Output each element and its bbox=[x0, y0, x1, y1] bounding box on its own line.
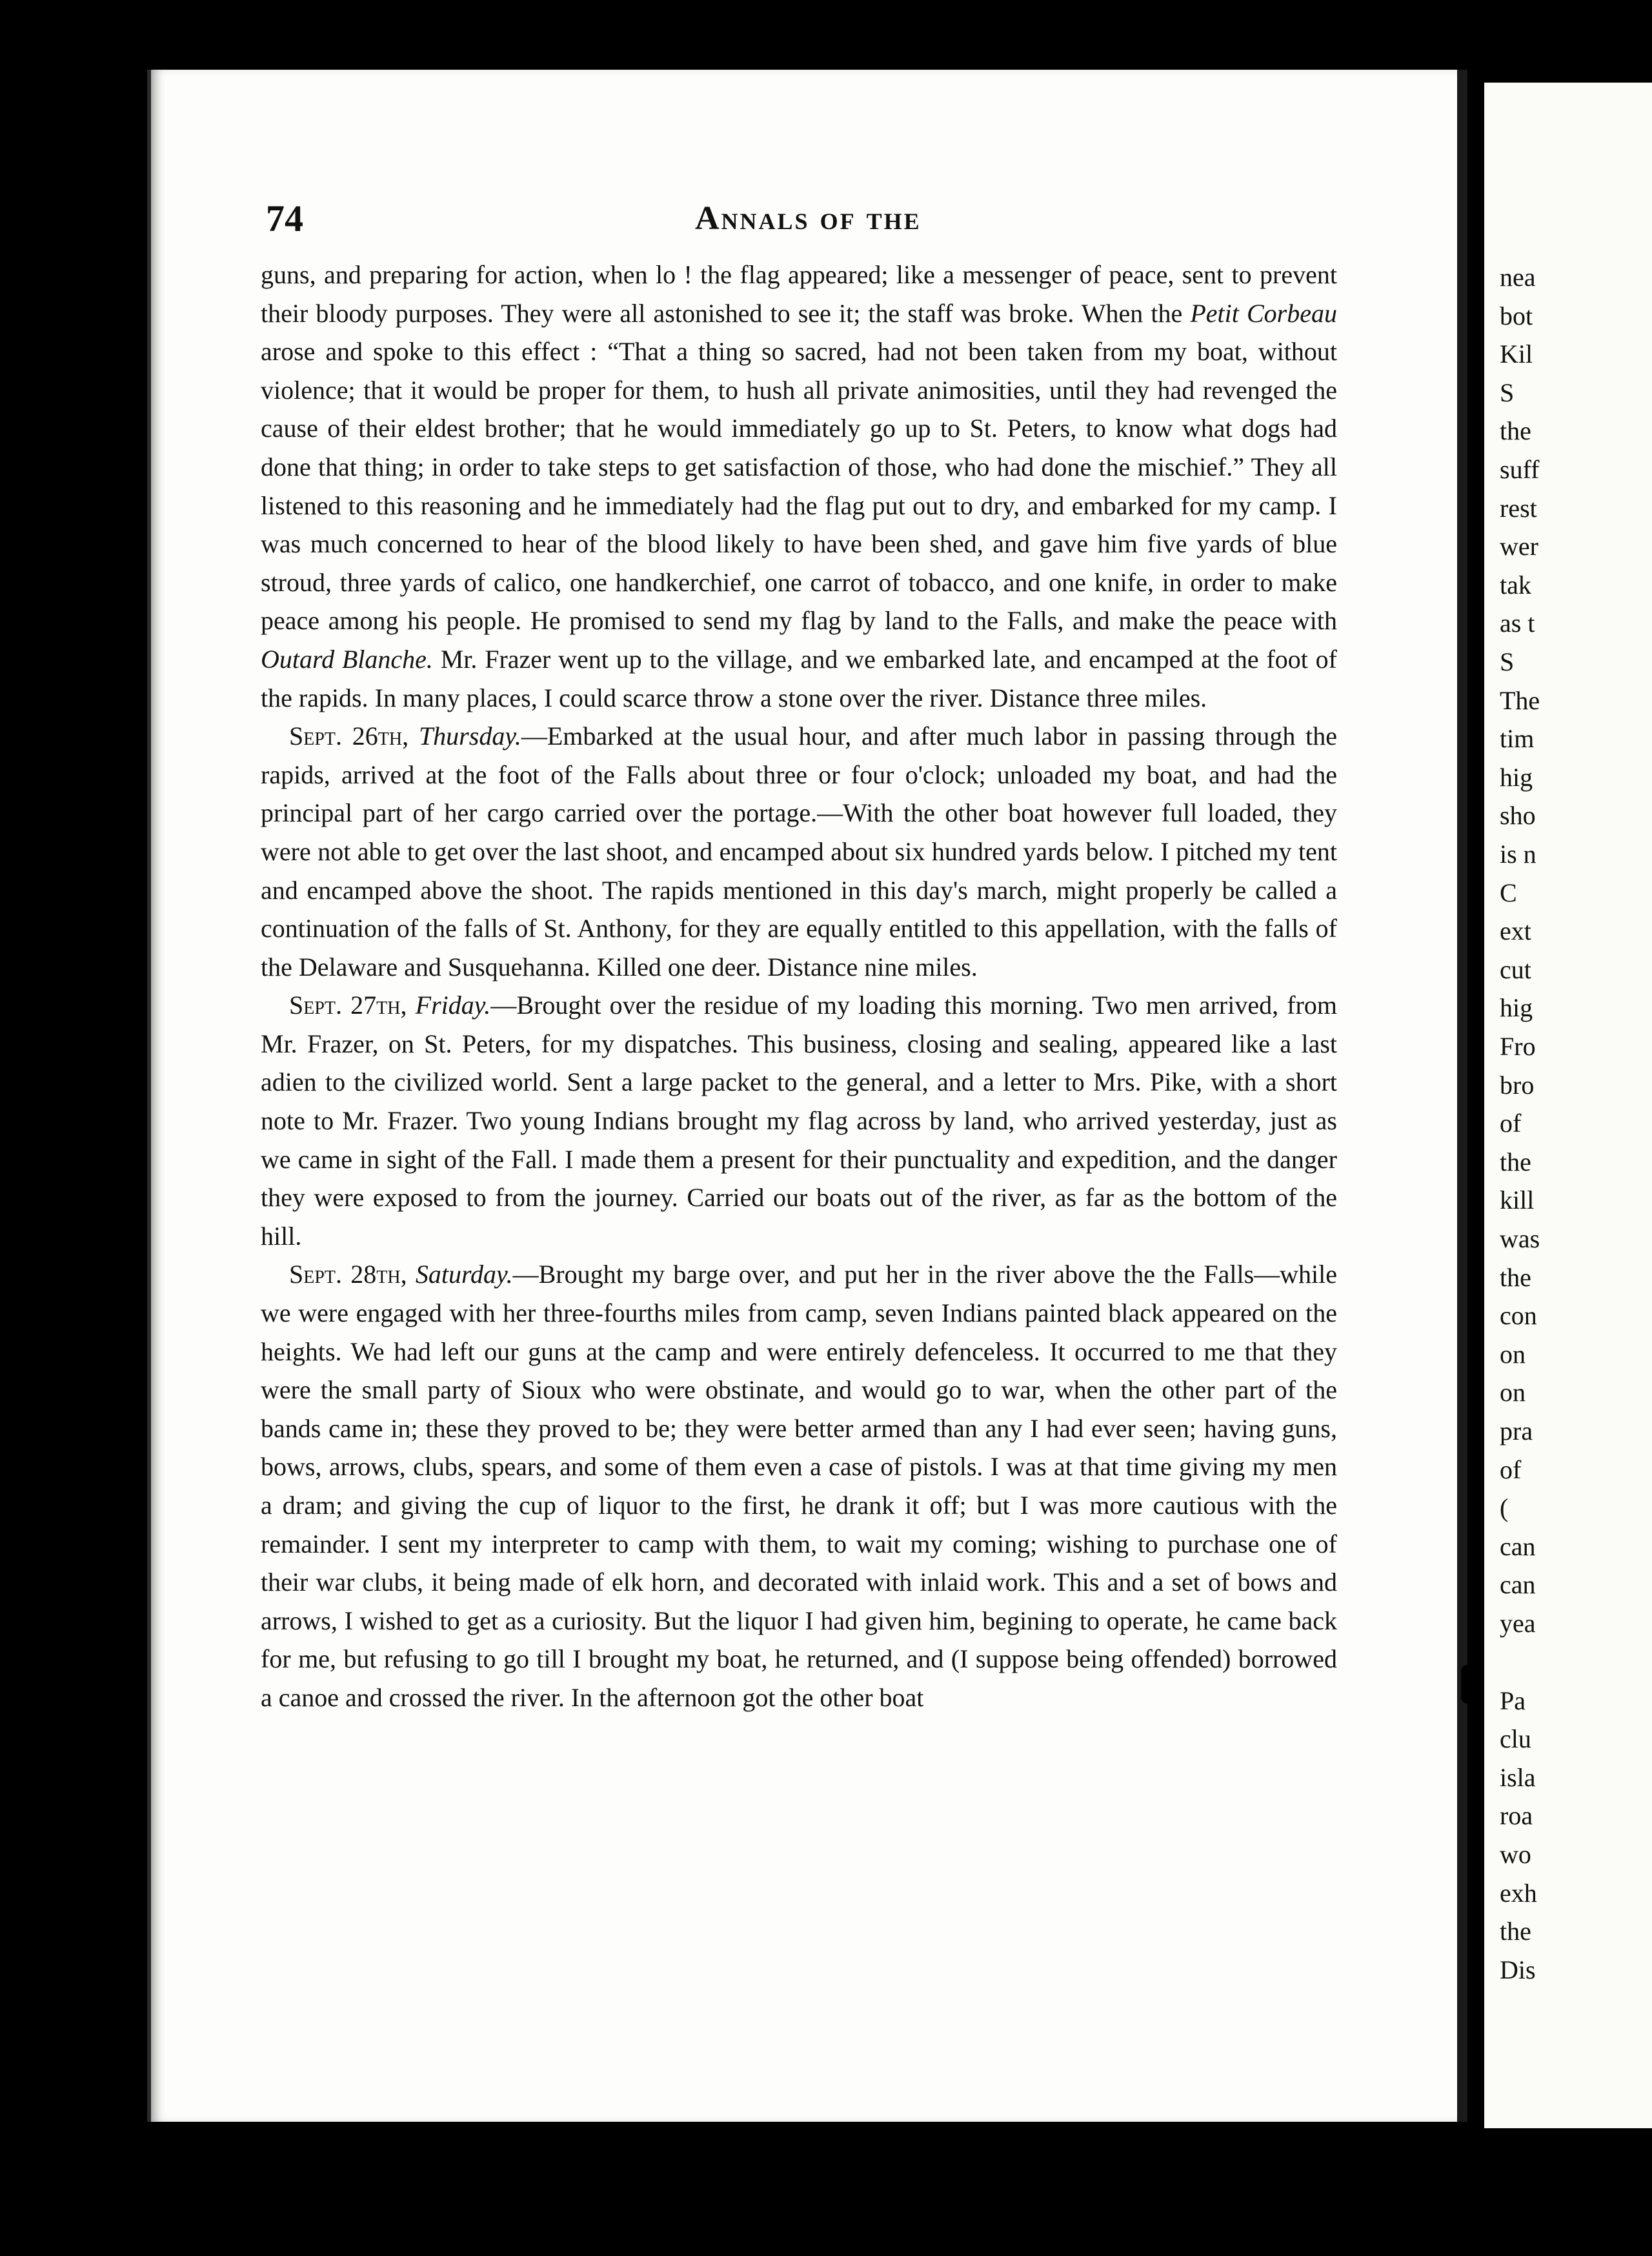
entry-day: Thursday. bbox=[418, 721, 521, 751]
adjacent-page-text-fragment: wer bbox=[1500, 532, 1538, 561]
adjacent-page-text-fragment: Fro bbox=[1500, 1032, 1536, 1061]
entry-day: Friday. bbox=[415, 991, 491, 1020]
body-text bbox=[261, 256, 1337, 1717]
adjacent-page-text-fragment: on bbox=[1500, 1378, 1526, 1407]
text-run: guns, and preparing for action, when lo ! the flag appeared; like a messenger of peace, sent to prevent their bloody purposes. They were all astonished to see it; the staff was broke. When the bbox=[261, 260, 1337, 328]
adjacent-page-text-fragment: ext bbox=[1500, 916, 1531, 946]
adjacent-page-text-fragment: wo bbox=[1500, 1840, 1531, 1869]
entry-day: Saturday. bbox=[415, 1260, 513, 1289]
adjacent-page-text-fragment: sho bbox=[1500, 801, 1536, 831]
page-number: 74 bbox=[266, 197, 303, 239]
adjacent-page-text-fragment: Pa bbox=[1500, 1686, 1526, 1715]
adjacent-page-text-fragment: bot bbox=[1500, 301, 1533, 330]
adjacent-page-text-fragment: was bbox=[1500, 1224, 1540, 1253]
paragraph-sept-28 bbox=[261, 1255, 1337, 1717]
adjacent-page-text-fragment: the bbox=[1500, 416, 1531, 446]
adjacent-page-text-fragment: exh bbox=[1500, 1878, 1537, 1908]
adjacent-page-text-fragment: yea bbox=[1500, 1609, 1536, 1638]
entry-text: —Brought my barge over, and put her in the river above the the Falls—while we were engaged with her three-fourths miles from camp, seven Indians painted black appeared on the heights. We had left our guns at the camp and were entirely defenceless. It occurred to me that they were the small party of Sioux who were obstinate, and would go to war, when the other part of the bands came in; these they proved to be; they were better armed than any I had ever seen; having guns, bows, arrows, clubs, spears, and some of them even a case of pistols. I was at that time giving my men a dram; and giving the cup of liquor to the first, he drank it off; but I was more cautious with the remainder. I sent my interpreter to camp with them, to wait my coming; wishing to purchase one of their war clubs, it being made of elk horn, and decorated with inlaid work. This and a set of bows and arrows, I wished to get as a curiosity. But the liquor I had given him, begining to operate, he came back for me, but refusing to go till I brought my boat, he returned, and (I suppose being offended) borrowed a canoe and crossed the river. In the afternoon got the other boat bbox=[261, 1260, 1337, 1712]
adjacent-page-text-fragment: the bbox=[1500, 1262, 1531, 1292]
adjacent-page-text-fragment: tim bbox=[1500, 724, 1535, 754]
page-header bbox=[266, 197, 1337, 242]
adjacent-page-text-fragment: of bbox=[1500, 1455, 1522, 1484]
adjacent-page-text-fragment: Dis bbox=[1500, 1955, 1536, 1984]
paragraph-1 bbox=[261, 256, 1337, 717]
entry-date: Sept. 26th, bbox=[289, 721, 409, 751]
adjacent-page-text-fragment: C bbox=[1500, 878, 1517, 907]
adjacent-page-text-fragment: is n bbox=[1500, 840, 1536, 869]
adjacent-page-text-fragment: pra bbox=[1500, 1416, 1533, 1445]
entry-text: —Embarked at the usual hour, and after much labor in passing through the rapids, arrived at the foot of the Falls about three or four o'clock; unloaded my boat, and had the principal part of her cargo carried over the portage.—With the other boat however full loaded, they were not able to get over the last shoot, and encamped about six hundred yards below. I pitched my tent and encamped above the shoot. The rapids mentioned in this day's march, might properly be called a continuation of the falls of St. Anthony, for they are equally entitled to this appellation, with the falls of the Delaware and Susquehanna. Killed one deer. Distance nine miles. bbox=[261, 721, 1338, 982]
adjacent-page-text-fragment: on bbox=[1500, 1339, 1526, 1369]
entry-date: Sept. 27th, bbox=[289, 991, 407, 1020]
running-title: Annals of the bbox=[695, 200, 922, 237]
adjacent-page-fragment bbox=[1484, 83, 1652, 2128]
adjacent-page-text-fragment: bro bbox=[1500, 1070, 1535, 1100]
adjacent-page-text-fragment: can bbox=[1500, 1570, 1536, 1600]
adjacent-page-text-fragment: clu bbox=[1500, 1724, 1531, 1754]
adjacent-page-text-fragment: The bbox=[1500, 685, 1540, 715]
adjacent-page-text-fragment: of bbox=[1500, 1109, 1522, 1138]
adjacent-page-text-fragment: tak bbox=[1500, 570, 1531, 599]
adjacent-page-text-fragment: suff bbox=[1500, 455, 1540, 484]
adjacent-page-text-fragment: kill bbox=[1500, 1185, 1535, 1215]
adjacent-page-text-fragment: roa bbox=[1500, 1801, 1533, 1831]
adjacent-page-text-fragment: S bbox=[1500, 378, 1515, 407]
adjacent-page-text-fragment: hig bbox=[1500, 993, 1533, 1023]
italic-name: Outard Blanche. bbox=[261, 644, 433, 674]
adjacent-page-text-fragment: ( bbox=[1500, 1493, 1509, 1523]
binding-mark bbox=[1461, 1665, 1474, 1704]
adjacent-page-text-fragment: hig bbox=[1500, 762, 1533, 792]
adjacent-page-text-fragment: Kil bbox=[1500, 339, 1533, 369]
entry-date: Sept. 28th, bbox=[289, 1260, 407, 1289]
adjacent-page-text-fragment: rest bbox=[1500, 493, 1537, 523]
adjacent-page-text-fragment: can bbox=[1500, 1531, 1536, 1561]
adjacent-page-text-fragment: the bbox=[1500, 1147, 1531, 1176]
adjacent-page-text-fragment: con bbox=[1500, 1301, 1537, 1331]
adjacent-page-text-fragment: nea bbox=[1500, 263, 1536, 292]
italic-name: Petit Corbeau bbox=[1190, 298, 1337, 328]
entry-text: —Brought over the residue of my loading this morning. Two men arrived, from Mr. Frazer, on St. Peters, for my dispatches. This business, closing and sealing, appeared like a last adien to the civilized world. Sent a large packet to the general, and a letter to Mrs. Pike, with a short note to Mr. Frazer. Two young Indians brought my flag across by land, who arrived yesterday, just as we came in sight of the Fall. I made them a present for their punctuality and expedition, and the danger they were exposed to from the journey. Carried our boats out of the river, as far as the bottom of the hill. bbox=[261, 991, 1337, 1251]
paragraph-sept-26 bbox=[261, 717, 1337, 986]
adjacent-page-text-fragment: isla bbox=[1500, 1762, 1536, 1792]
paragraph-sept-27 bbox=[261, 986, 1337, 1255]
text-run: arose and spoke to this effect : “That a thing so sacred, had not been taken from my boat, without violence; that it would be proper for them, to hush all private animosities, until they had revenged the cause of their eldest brother; that he would immediately go up to St. Peters, to know what dogs had done that thing; in order to take steps to get satisfaction of those, who had done the mischief.” They all listened to this reasoning and he immediately had the flag put out to dry, and embarked for my camp. I was much concerned to hear of the blood likely to have been shed, and gave him five yards of blue stroud, three yards of calico, one handkerchief, one carrot of tobacco, and one knife, in order to make peace among his people. He promised to send my flag by land to the Falls, and make the peace with bbox=[261, 337, 1337, 636]
page-gutter bbox=[1457, 70, 1467, 2122]
adjacent-page-text-fragment: as t bbox=[1500, 609, 1535, 638]
adjacent-page-text-fragment: the bbox=[1500, 1917, 1531, 1946]
adjacent-page-text-fragment: cut bbox=[1500, 954, 1531, 984]
text-run: Mr. Frazer went up to the village, and we embarked late, and encamped at the foot of the rapids. In many places, I could scarce throw a stone over the river. Distance three miles. bbox=[261, 644, 1338, 712]
adjacent-page-text-fragment: S bbox=[1500, 647, 1515, 676]
